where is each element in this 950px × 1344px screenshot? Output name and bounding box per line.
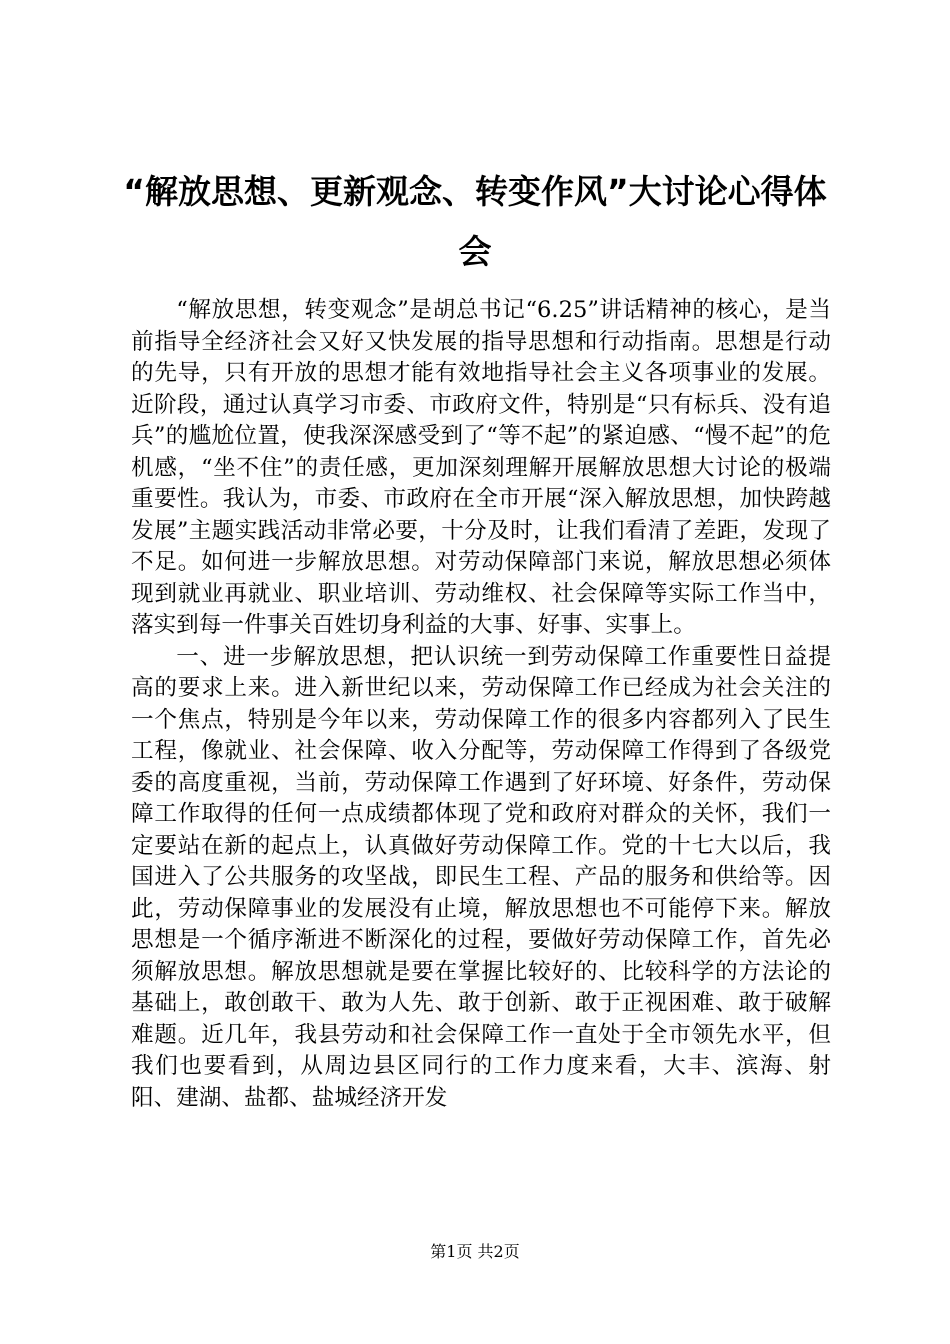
- document-title: “解放思想、更新观念、转变作风”大讨论心得体会: [123, 172, 827, 271]
- paragraph: “解放思想，转变观念”是胡总书记“6.25”讲话精神的核心，是当前指导全经济社会又好又快发展的指导思想和行动指南。思想是行动的先导，只有开放的思想才能有效地指导社会主义各项事业的发展。近阶段，通过认真学习市委、市政府文件，特别是“只有标兵、没有追兵”的尴尬位置，使我深深感受到了“等不起”的紧迫感、“慢不起”的危机感，“坐不住”的责任感，更加深刻理解开展解放思想大讨论的极端重要性。我认为，市委、市政府在全市开展“深入解放思想，加快跨越发展”主题实践活动非常必要，十分及时，让我们看清了差距，发现了不足。如何进一步解放思想。对劳动保障部门来说，解放思想必须体现到就业再就业、职业培训、劳动维权、社会保障等实际工作当中，落实到每一件事关百姓切身利益的大事、好事、实事上。: [131, 297, 831, 638]
- document-body: [131, 295, 831, 1114]
- page-number: 第1页 共2页: [430, 1242, 520, 1261]
- paragraph: 一、进一步解放思想，把认识统一到劳动保障工作重要性日益提高的要求上来。进入新世纪以来，劳动保障工作已经成为社会关注的一个焦点，特别是今年以来，劳动保障工作的很多内容都列入了民生工程，像就业、社会保障、收入分配等，劳动保障工作得到了各级党委的高度重视，当前，劳动保障工作遇到了好环境、好条件，劳动保障工作取得的任何一点成绩都体现了党和政府对群众的关怀，我们一定要站在新的起点上，认真做好劳动保障工作。党的十七大以后，我国进入了公共服务的攻坚战，即民生工程、产品的服务和供给等。因此，劳动保障事业的发展没有止境，解放思想也不可能停下来。解放思想是一个循序渐进不断深化的过程，要做好劳动保障工作，首先必须解放思想。解放思想就是要在掌握比较好的、比较科学的方法论的基础上，敢创敢干、敢为人先、敢于创新、敢于正视困难、敢于破解难题。近几年，我县劳动和社会保障工作一直处于全市领先水平，但我们也要看到，从周边县区同行的工作力度来看，大丰、滨海、射阳、建湖、盐都、盐城经济开发: [131, 643, 831, 1111]
